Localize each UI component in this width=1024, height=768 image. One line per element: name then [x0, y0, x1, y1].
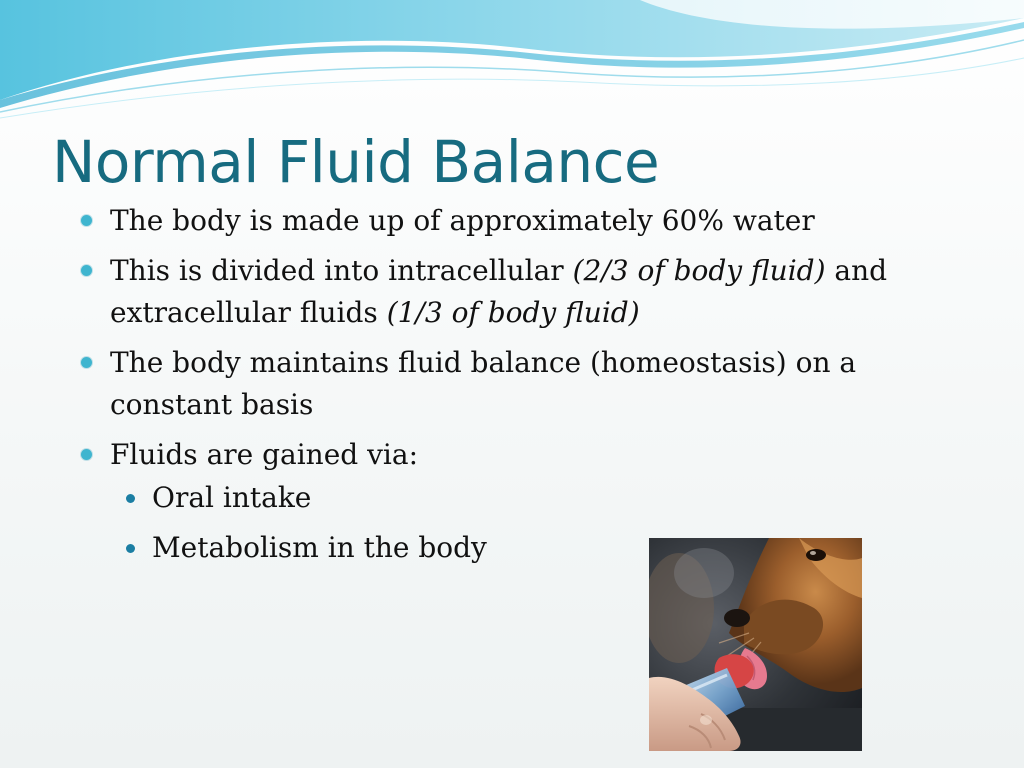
bullet-text: The body is made up of approximately 60% water: [110, 204, 815, 237]
bullet-text: The body maintains fluid balance (homeostasis) on a constant basis: [110, 346, 857, 421]
dog-drinking-photo-icon: [649, 538, 862, 751]
bullet-italic-note: (1/3 of body fluid): [386, 296, 640, 329]
bullet-item: [78, 434, 928, 476]
bullet-item: [78, 250, 928, 334]
bullet-text-mid: and extracellular fluids: [110, 254, 888, 329]
bullet-item: [78, 200, 928, 242]
bullet-list: [78, 200, 928, 484]
bullet-dot-icon: [81, 357, 92, 368]
sub-bullet-item: [120, 477, 678, 519]
sub-bullet-dot-icon: [126, 544, 135, 553]
bullet-italic-note: (2/3 of body fluid): [572, 254, 826, 287]
wave-header-decoration: [0, 0, 1024, 120]
bullet-text-pre: This is divided into intracellular: [110, 254, 573, 287]
sub-bullet-item: [120, 527, 678, 569]
bullet-item: [78, 342, 928, 426]
bullet-dot-icon: [81, 215, 92, 226]
slide-title: Normal Fluid Balance: [52, 128, 660, 196]
bullet-text: Fluids are gained via:: [110, 438, 419, 471]
sub-bullet-list: [78, 472, 678, 577]
sub-bullet-text: Metabolism in the body: [152, 531, 487, 564]
bullet-dot-icon: [81, 449, 92, 460]
sub-bullet-text: Oral intake: [152, 481, 312, 514]
bullet-dot-icon: [81, 265, 92, 276]
sub-bullet-dot-icon: [126, 494, 135, 503]
